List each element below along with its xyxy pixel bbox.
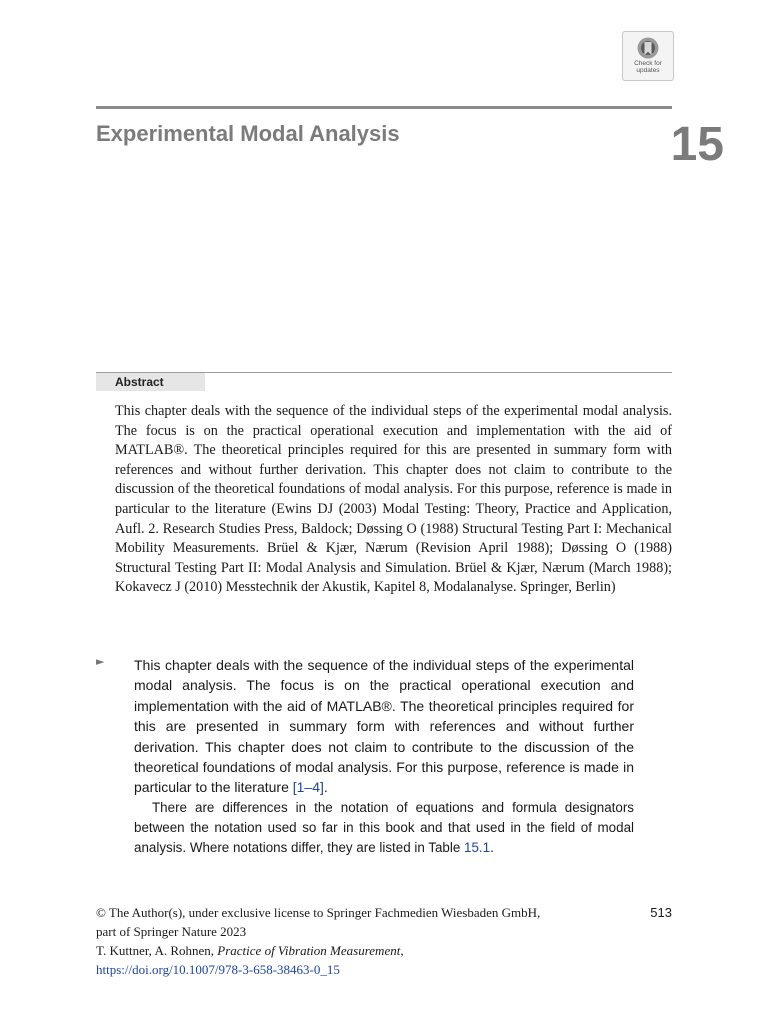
check-for-updates-badge[interactable] xyxy=(622,31,674,81)
citation-line xyxy=(96,941,672,960)
section-marker-icon: ► xyxy=(96,655,105,668)
badge-line-1: Check for xyxy=(634,60,662,67)
copyright-line-2: part of Springer Nature 2023 xyxy=(96,924,247,939)
reference-link[interactable]: [1–4] xyxy=(292,779,324,796)
doi-link[interactable]: https://doi.org/10.1007/978-3-658-38463-0_15 xyxy=(96,962,340,977)
copyright-line-1: © The Author(s), under exclusive license to Springer Fachmedien Wiesbaden GmbH, xyxy=(96,905,541,920)
body-paragraph-2-text: There are differences in the notation of equations and formula designators between the notation used so far in this book and that used in the field of modal analysis. Where notations differ, they are listed in Table xyxy=(134,799,634,856)
badge-line-2: updates xyxy=(636,67,660,74)
body-paragraph-1-end: . xyxy=(323,779,328,796)
body-paragraph-1-text: This chapter deals with the sequence of the individual steps of the experimental modal analysis. The focus is on the practical operational execution and implementation with the aid of MATLAB®. The theoretical principles required for this are presented in summary form with references and without further derivation. This chapter does not claim to contribute to the discussion of the theoretical foundations of modal analysis. For this purpose, reference is made in particular to the literature xyxy=(134,657,634,796)
page-number: 513 xyxy=(650,905,672,920)
chapter-top-rule xyxy=(96,106,672,109)
citation-comma: , xyxy=(400,943,404,958)
body-paragraph-2-end: . xyxy=(490,840,494,856)
page-footer xyxy=(96,903,672,979)
bookmark-icon xyxy=(635,36,661,60)
body-paragraph-1 xyxy=(134,655,634,798)
abstract-text: This chapter deals with the sequence of the individual steps of the experimental modal analysis. The focus is on the practical operational execution and implementation with the aid of MATLAB®. The theoretical principles required for this are presented in summary form with references and without further derivation. This chapter does not claim to contribute to the discussion of the theoretical foundations of modal analysis. For this purpose, reference is made in particular to the literature (Ewins DJ (2003) Modal Testing: Theory, Practice and Application, Aufl. 2. Research Studies Press, Baldock; Døssing O (1988) Structural Testing Part I: Mechanical Mobility Measurements. Brüel & Kjær, Nærum (Revision April 1988); Døssing O (1988) Structural Testing Part II: Modal Analysis and Simulation. Brüel & Kjær, Nærum (March 1988); Kokavecz J (2010) Messtechnik der Akustik, Kapitel 8, Modalanalyse. Springer, Berlin) xyxy=(115,403,672,596)
book-title: Practice of Vibration Measurement xyxy=(217,943,401,958)
chapter-body xyxy=(134,655,634,858)
chapter-number: 15 xyxy=(670,118,724,171)
table-reference-link[interactable]: 15.1 xyxy=(464,840,491,856)
authors: T. Kuttner, A. Rohnen, xyxy=(96,943,218,958)
abstract-label: Abstract xyxy=(96,373,205,391)
body-paragraph-2 xyxy=(134,798,634,859)
chapter-title: Experimental Modal Analysis xyxy=(96,121,400,146)
